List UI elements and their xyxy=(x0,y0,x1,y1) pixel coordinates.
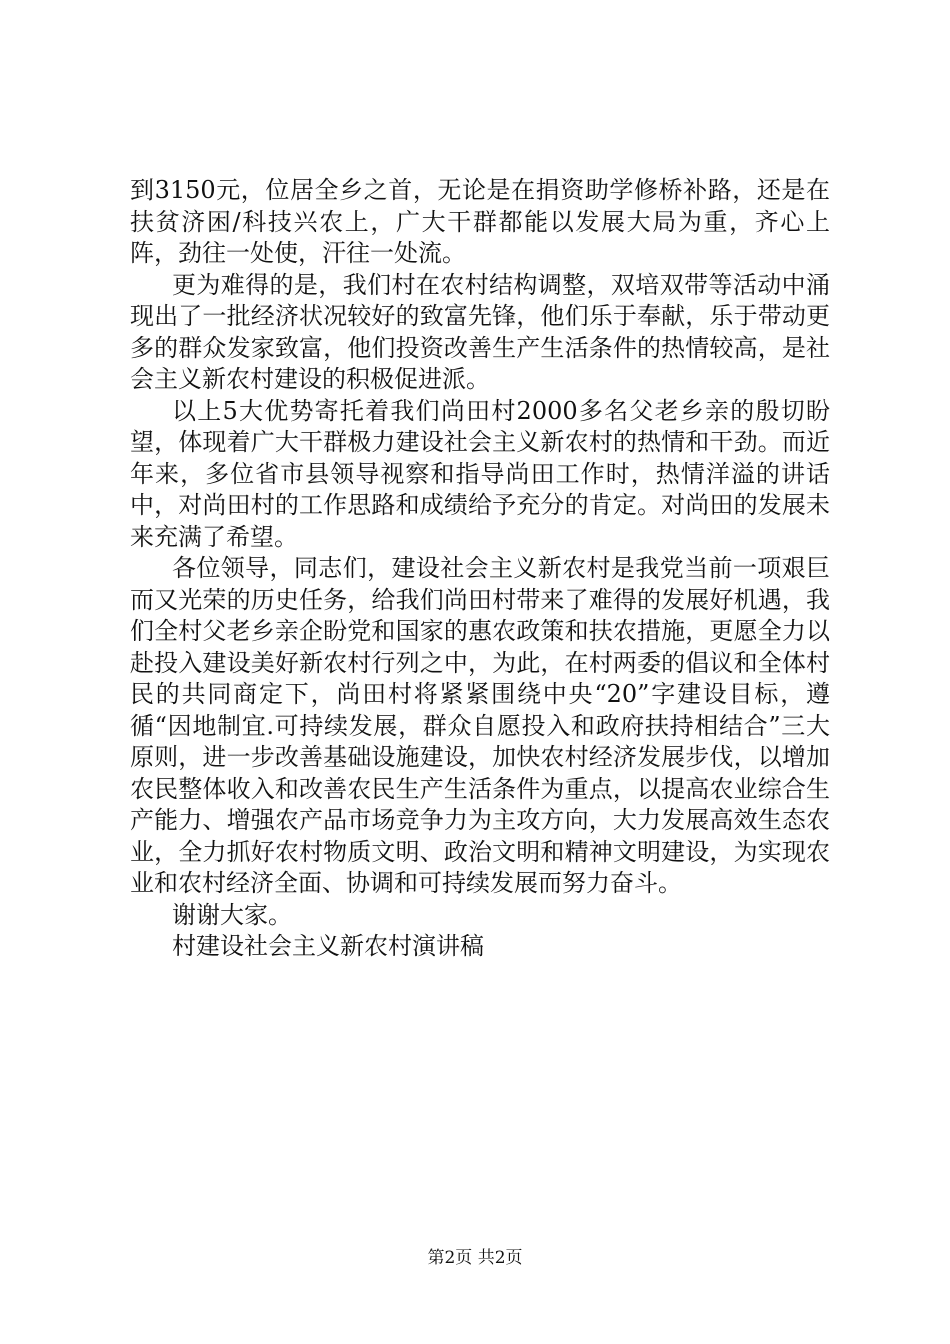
paragraph-4: 各位领导，同志们，建设社会主义新农村是我党当前一项艰巨而又光荣的历史任务，给我们尚田村带来了难得的发展好机遇，我们全村父老乡亲企盼党和国家的惠农政策和扶农措施，更愿全力以赴投入建设美好新农村行列之中，为此，在村两委的倡议和全体村民的共同商定下，尚田村将紧紧围绕中央“20”字建设目标，遵循“因地制宜.可持续发展，群众自愿投入和政府扶持相结合”三大原则，进一步改善基础设施建设，加快农村经济发展步伐，以增加农民整体收入和改善农民生产生活条件为重点，以提高农业综合生产能力、增强农产品市场竞争力为主攻方向，大力发展高效生态农业，全力抓好农村物质文明、政治文明和精神文明建设，为实现农业和农村经济全面、协调和可持续发展而努力奋斗。 xyxy=(130,554,830,897)
paragraph-2: 更为难得的是，我们村在农村结构调整，双培双带等活动中涌现出了一批经济状况较好的致富先锋，他们乐于奉献，乐于带动更多的群众发家致富，他们投资改善生产生活条件的热情较高，是社会主义新农村建设的积极促进派。 xyxy=(130,270,830,393)
document-title-line: 村建设社会主义新农村演讲稿 xyxy=(172,932,484,960)
paragraph-3: 以上5大优势寄托着我们尚田村2000多名父老乡亲的殷切盼望，体现着广大干群极力建设社会主义新农村的热情和干劲。而近年来，多位省市县领导视察和指导尚田工作时，热情洋溢的讲话中，对尚田村的工作思路和成绩给予充分的肯定。对尚田的发展未来充满了希望。 xyxy=(130,396,830,551)
paragraph-1: 到3150元，位居全乡之首，无论是在捐资助学修桥补路，还是在扶贫济困/科技兴农上，广大干群都能以发展大局为重，齐心上阵，劲往一处使，汗往一处流。 xyxy=(130,176,830,267)
page-number-footer: 第2页 共2页 xyxy=(427,1248,523,1268)
closing-thanks: 谢谢大家。 xyxy=(172,900,292,929)
document-body xyxy=(130,175,830,963)
